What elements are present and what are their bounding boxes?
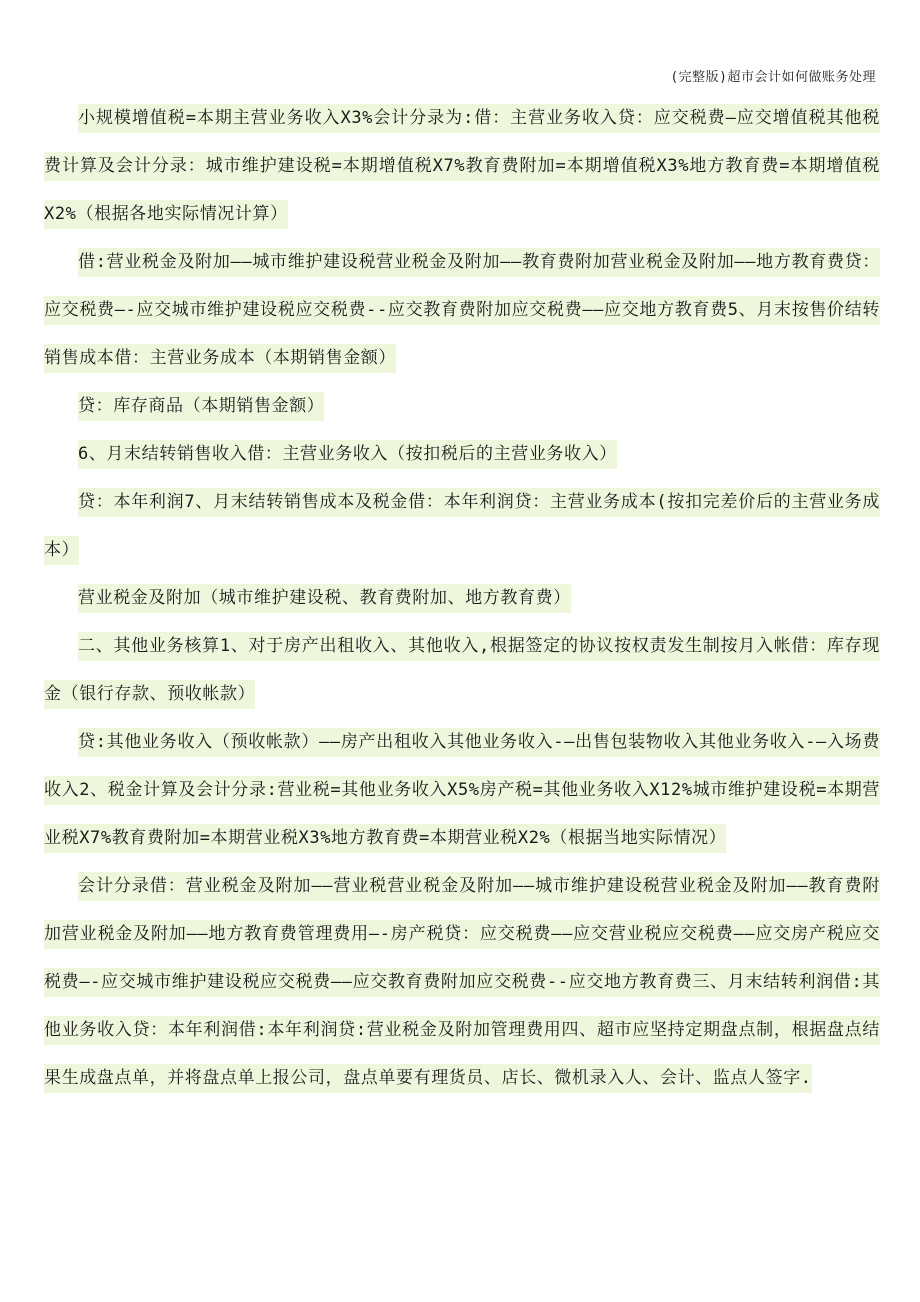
paragraph-text: 贷:其他业务收入（预收帐款）——房产出租收入其他业务收入-—出售包装物收入其他业务收入-—入场费收入2、税金计算及会计分录:营业税=其他业务收入X5%房产税=其他业务收入X12%城市维护建设税=本期营业税X7%教育费附加=本期营业税X3%地方教育费=本期营业税X2%（根据当地实际情况）	[44, 728, 880, 853]
paragraph-text: 借:营业税金及附加——城市维护建设税营业税金及附加——教育费附加营业税金及附加——地方教育费贷：应交税费—-应交城市维护建设税应交税费--应交教育费附加应交税费——应交地方教育费5、月末按售价结转销售成本借：主营业务成本（本期销售金额）	[44, 248, 880, 373]
paragraph	[44, 94, 880, 238]
document-body	[44, 94, 880, 1102]
paragraph-text: 二、其他业务核算1、对于房产出租收入、其他收入,根据签定的协议按权责发生制按月入帐借：库存现金（银行存款、预收帐款）	[44, 632, 880, 709]
paragraph	[44, 574, 880, 622]
paragraph	[44, 382, 880, 430]
paragraph	[44, 862, 880, 1102]
paragraph-text: 小规模增值税=本期主营业务收入X3%会计分录为:借：主营业务收入贷：应交税费—应交增值税其他税费计算及会计分录：城市维护建设税=本期增值税X7%教育费附加=本期增值税X3%地方教育费=本期增值税X2%（根据各地实际情况计算）	[44, 104, 880, 229]
paragraph	[44, 622, 880, 718]
paragraph-text: 贷：本年利润7、月末结转销售成本及税金借：本年利润贷：主营业务成本(按扣完差价后的主营业务成本）	[44, 488, 880, 565]
paragraph	[44, 478, 880, 574]
paragraph-text: 6、月末结转销售收入借：主营业务收入（按扣税后的主营业务收入）	[78, 440, 617, 469]
paragraph-text: 会计分录借：营业税金及附加——营业税营业税金及附加——城市维护建设税营业税金及附加——教育费附加营业税金及附加——地方教育费管理费用—-房产税贷：应交税费——应交营业税应交税费——应交房产税应交税费—-应交城市维护建设税应交税费——应交教育费附加应交税费--应交地方教育费三、月末结转利润借:其他业务收入贷：本年利润借:本年利润贷:营业税金及附加管理费用四、超市应坚持定期盘点制，根据盘点结果生成盘点单，并将盘点单上报公司，盘点单要有理货员、店长、微机录入人、会计、监点人签字.	[44, 872, 880, 1093]
paragraph	[44, 430, 880, 478]
document-header-title: (完整版)超市会计如何做账务处理	[670, 70, 876, 85]
paragraph-text: 营业税金及附加（城市维护建设税、教育费附加、地方教育费）	[78, 584, 571, 613]
paragraph	[44, 718, 880, 862]
paragraph-text: 贷：库存商品（本期销售金额）	[78, 392, 324, 421]
paragraph	[44, 238, 880, 382]
